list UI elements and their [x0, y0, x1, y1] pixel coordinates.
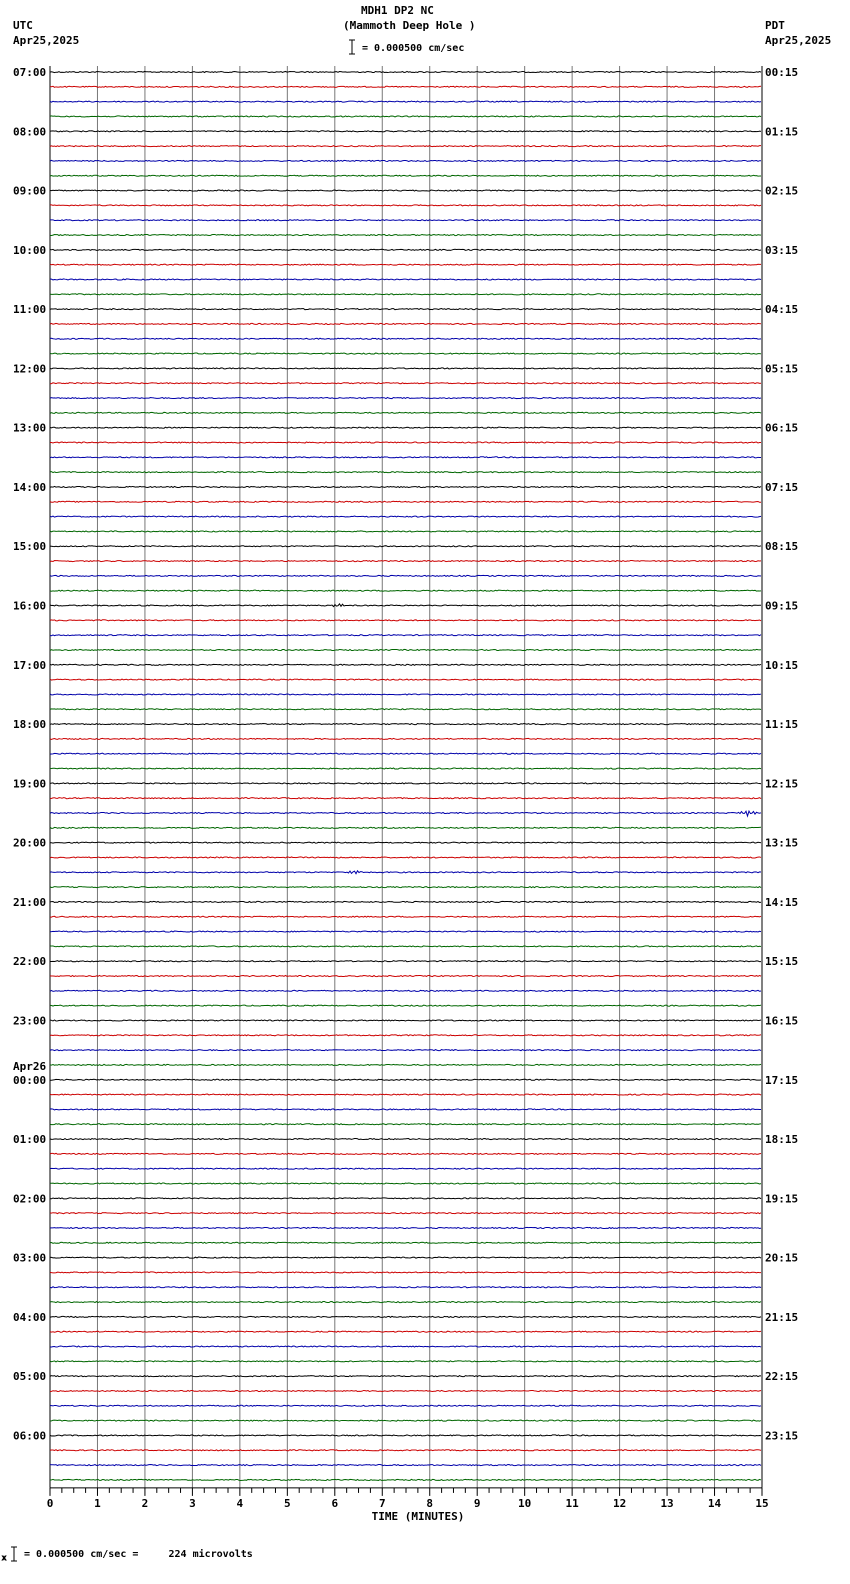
trace-20	[50, 368, 761, 369]
trace-1	[50, 86, 761, 87]
utc-hour-label: 11:00	[13, 303, 47, 317]
utc-hour-label: 04:00	[13, 1310, 47, 1324]
trace-53	[50, 857, 761, 858]
trace-19	[50, 353, 761, 354]
pdt-hour-label: 11:15	[765, 718, 799, 732]
trace-29	[50, 501, 761, 502]
x-tick-label: 9	[473, 1496, 481, 1510]
trace-83	[50, 1302, 761, 1303]
pdt-hour-label: 18:15	[765, 1133, 799, 1147]
trace-group	[50, 71, 761, 1480]
trace-48	[50, 783, 761, 784]
utc-hour-label: 07:00	[13, 66, 47, 79]
trace-7	[50, 175, 761, 176]
pdt-hour-label: 12:15	[765, 777, 799, 791]
site-name: (Mammoth Deep Hole )	[343, 19, 476, 32]
trace-16	[50, 309, 761, 310]
footer-scale-icon	[2, 1547, 17, 1562]
trace-77	[50, 1213, 761, 1214]
pdt-hour-label: 03:15	[765, 243, 799, 257]
trace-52	[50, 842, 761, 843]
left-timezone: UTC	[13, 19, 33, 32]
trace-43	[50, 709, 761, 710]
trace-12	[50, 249, 761, 250]
trace-38	[50, 635, 761, 636]
utc-hour-label: 09:00	[13, 184, 47, 198]
trace-32	[50, 546, 761, 547]
utc-hour-label: 18:00	[13, 718, 47, 732]
pdt-hour-label: 15:15	[765, 955, 799, 969]
trace-33	[50, 561, 761, 562]
utc-hour-label: 17:00	[13, 658, 47, 672]
utc-hour-label: 23:00	[13, 1014, 47, 1028]
trace-89	[50, 1390, 761, 1391]
pdt-hour-label: 07:15	[765, 480, 799, 494]
trace-86	[50, 1346, 761, 1347]
x-tick-label: 2	[141, 1496, 149, 1510]
trace-25	[50, 442, 761, 443]
pdt-hour-label: 01:15	[765, 125, 799, 139]
utc-hour-label: 10:00	[13, 243, 47, 257]
x-tick-label: 0	[46, 1496, 54, 1510]
trace-60	[50, 961, 761, 962]
utc-date-change-label: Apr26	[13, 1059, 47, 1073]
trace-55	[50, 887, 761, 888]
trace-46	[50, 753, 761, 754]
trace-65	[50, 1035, 761, 1036]
trace-71	[50, 1124, 761, 1125]
calibration-text: = 0.000500 cm/sec = 224 microvolts	[24, 1549, 253, 1560]
trace-51	[50, 827, 761, 828]
pdt-hour-label: 22:15	[765, 1370, 799, 1384]
utc-hour-label: 20:00	[13, 836, 47, 850]
trace-69	[50, 1094, 761, 1095]
trace-57	[50, 916, 761, 917]
trace-92	[50, 1435, 761, 1436]
trace-40	[50, 664, 761, 665]
trace-94	[50, 1465, 761, 1466]
trace-79	[50, 1242, 761, 1243]
pdt-hour-label: 20:15	[765, 1251, 799, 1265]
trace-18	[50, 338, 761, 339]
x-tick-label: 3	[189, 1496, 196, 1510]
trace-81	[50, 1272, 761, 1273]
x-tick-label: 1	[94, 1496, 101, 1510]
utc-hour-label: 08:00	[13, 125, 47, 139]
x-tick-label: 13	[660, 1496, 674, 1510]
trace-34	[50, 575, 761, 576]
trace-17	[50, 323, 761, 324]
pdt-hour-label: 00:15	[765, 66, 799, 79]
pdt-hour-label: 04:15	[765, 303, 799, 317]
trace-2	[50, 101, 761, 102]
pdt-hour-label: 17:15	[765, 1073, 799, 1087]
trace-90	[50, 1405, 761, 1406]
right-date: Apr25,2025	[765, 34, 832, 47]
trace-61	[50, 975, 761, 976]
time-axis	[47, 1488, 769, 1510]
x-tick-label: 4	[236, 1496, 244, 1510]
x-tick-label: 12	[612, 1496, 627, 1510]
trace-91	[50, 1420, 761, 1421]
pdt-hour-label: 09:15	[765, 599, 799, 613]
x-tick-label: 11	[565, 1496, 579, 1510]
x-tick-label: 14	[707, 1496, 722, 1510]
utc-hour-label: 16:00	[13, 599, 47, 613]
pdt-hour-label: 21:15	[765, 1310, 799, 1324]
x-tick-label: 6	[331, 1496, 339, 1510]
x-tick-label: 7	[378, 1496, 386, 1510]
trace-87	[50, 1361, 761, 1362]
pdt-hour-label: 10:15	[765, 658, 799, 672]
trace-78	[50, 1227, 761, 1228]
scale-bar-icon	[349, 40, 355, 54]
trace-47	[50, 768, 761, 769]
scale-text: = 0.000500 cm/sec	[362, 43, 465, 54]
trace-45	[50, 738, 761, 739]
trace-62	[50, 990, 761, 991]
trace-9	[50, 205, 761, 206]
trace-49	[50, 798, 761, 799]
trace-41	[50, 679, 761, 680]
trace-0	[50, 71, 761, 72]
trace-3	[50, 116, 761, 117]
trace-28	[50, 486, 761, 487]
trace-66	[50, 1050, 761, 1051]
pdt-hour-label: 14:15	[765, 895, 799, 909]
trace-70	[50, 1109, 761, 1110]
utc-hour-label: 13:00	[13, 421, 47, 435]
trace-13	[50, 264, 761, 265]
utc-hour-label: 12:00	[13, 362, 47, 376]
utc-hour-label: 19:00	[13, 777, 47, 791]
trace-44	[50, 724, 761, 725]
trace-72	[50, 1138, 761, 1139]
utc-hour-label: 02:00	[13, 1192, 47, 1206]
utc-hour-label: 06:00	[13, 1429, 47, 1443]
trace-84	[50, 1316, 761, 1317]
x-tick-label: 10	[518, 1496, 532, 1510]
pdt-hour-label: 02:15	[765, 184, 799, 198]
pdt-hour-label: 23:15	[765, 1429, 799, 1443]
trace-11	[50, 234, 761, 235]
station-title: MDH1 DP2 NC	[361, 4, 434, 17]
utc-hour-label: 21:00	[13, 895, 47, 909]
pdt-hour-label: 05:15	[765, 362, 799, 376]
trace-80	[50, 1257, 761, 1258]
right-timezone: PDT	[765, 19, 785, 32]
x-tick-label: 15	[755, 1496, 769, 1510]
x-tick-label: 8	[426, 1496, 434, 1510]
trace-21	[50, 383, 761, 384]
pdt-hour-label: 08:15	[765, 540, 799, 554]
left-date: Apr25,2025	[13, 34, 80, 47]
trace-36	[50, 604, 761, 607]
trace-64	[50, 1020, 761, 1021]
trace-95	[50, 1479, 761, 1480]
trace-26	[50, 457, 761, 458]
trace-68	[50, 1079, 761, 1080]
svg-text:x: x	[2, 1554, 7, 1562]
trace-30	[50, 516, 761, 517]
utc-hour-label: 14:00	[13, 480, 47, 494]
trace-6	[50, 160, 761, 161]
trace-67	[50, 1064, 761, 1065]
trace-54	[50, 871, 761, 874]
trace-15	[50, 294, 761, 295]
trace-24	[50, 427, 761, 428]
x-tick-label: 5	[284, 1496, 291, 1510]
trace-5	[50, 146, 761, 147]
utc-hour-label: 03:00	[13, 1251, 47, 1265]
utc-hour-label: 01:00	[13, 1133, 47, 1147]
trace-14	[50, 279, 761, 280]
trace-42	[50, 694, 761, 695]
utc-hour-label: 05:00	[13, 1370, 47, 1384]
trace-76	[50, 1198, 761, 1199]
trace-8	[50, 190, 761, 191]
trace-58	[50, 931, 761, 932]
trace-39	[50, 649, 761, 650]
utc-hour-label: 22:00	[13, 955, 47, 969]
trace-22	[50, 397, 761, 398]
trace-50	[50, 811, 761, 816]
trace-23	[50, 412, 761, 413]
trace-85	[50, 1331, 761, 1332]
trace-37	[50, 620, 761, 621]
trace-73	[50, 1153, 761, 1154]
pdt-hour-label: 13:15	[765, 836, 799, 850]
trace-31	[50, 531, 761, 532]
trace-74	[50, 1168, 761, 1169]
x-axis-label: TIME (MINUTES)	[371, 1510, 465, 1523]
pdt-hour-label: 16:15	[765, 1014, 799, 1028]
trace-56	[50, 901, 761, 902]
trace-35	[50, 590, 761, 591]
utc-hour-label: 15:00	[13, 540, 47, 554]
trace-27	[50, 472, 761, 473]
pdt-hour-label: 06:15	[765, 421, 799, 435]
trace-63	[50, 1005, 761, 1006]
trace-59	[50, 946, 761, 947]
utc-hour-label: 00:00	[13, 1073, 47, 1087]
pdt-hour-label: 19:15	[765, 1192, 799, 1206]
trace-4	[50, 131, 761, 132]
trace-88	[50, 1376, 761, 1377]
trace-82	[50, 1287, 761, 1288]
trace-75	[50, 1183, 761, 1184]
trace-10	[50, 220, 761, 221]
trace-93	[50, 1450, 761, 1451]
